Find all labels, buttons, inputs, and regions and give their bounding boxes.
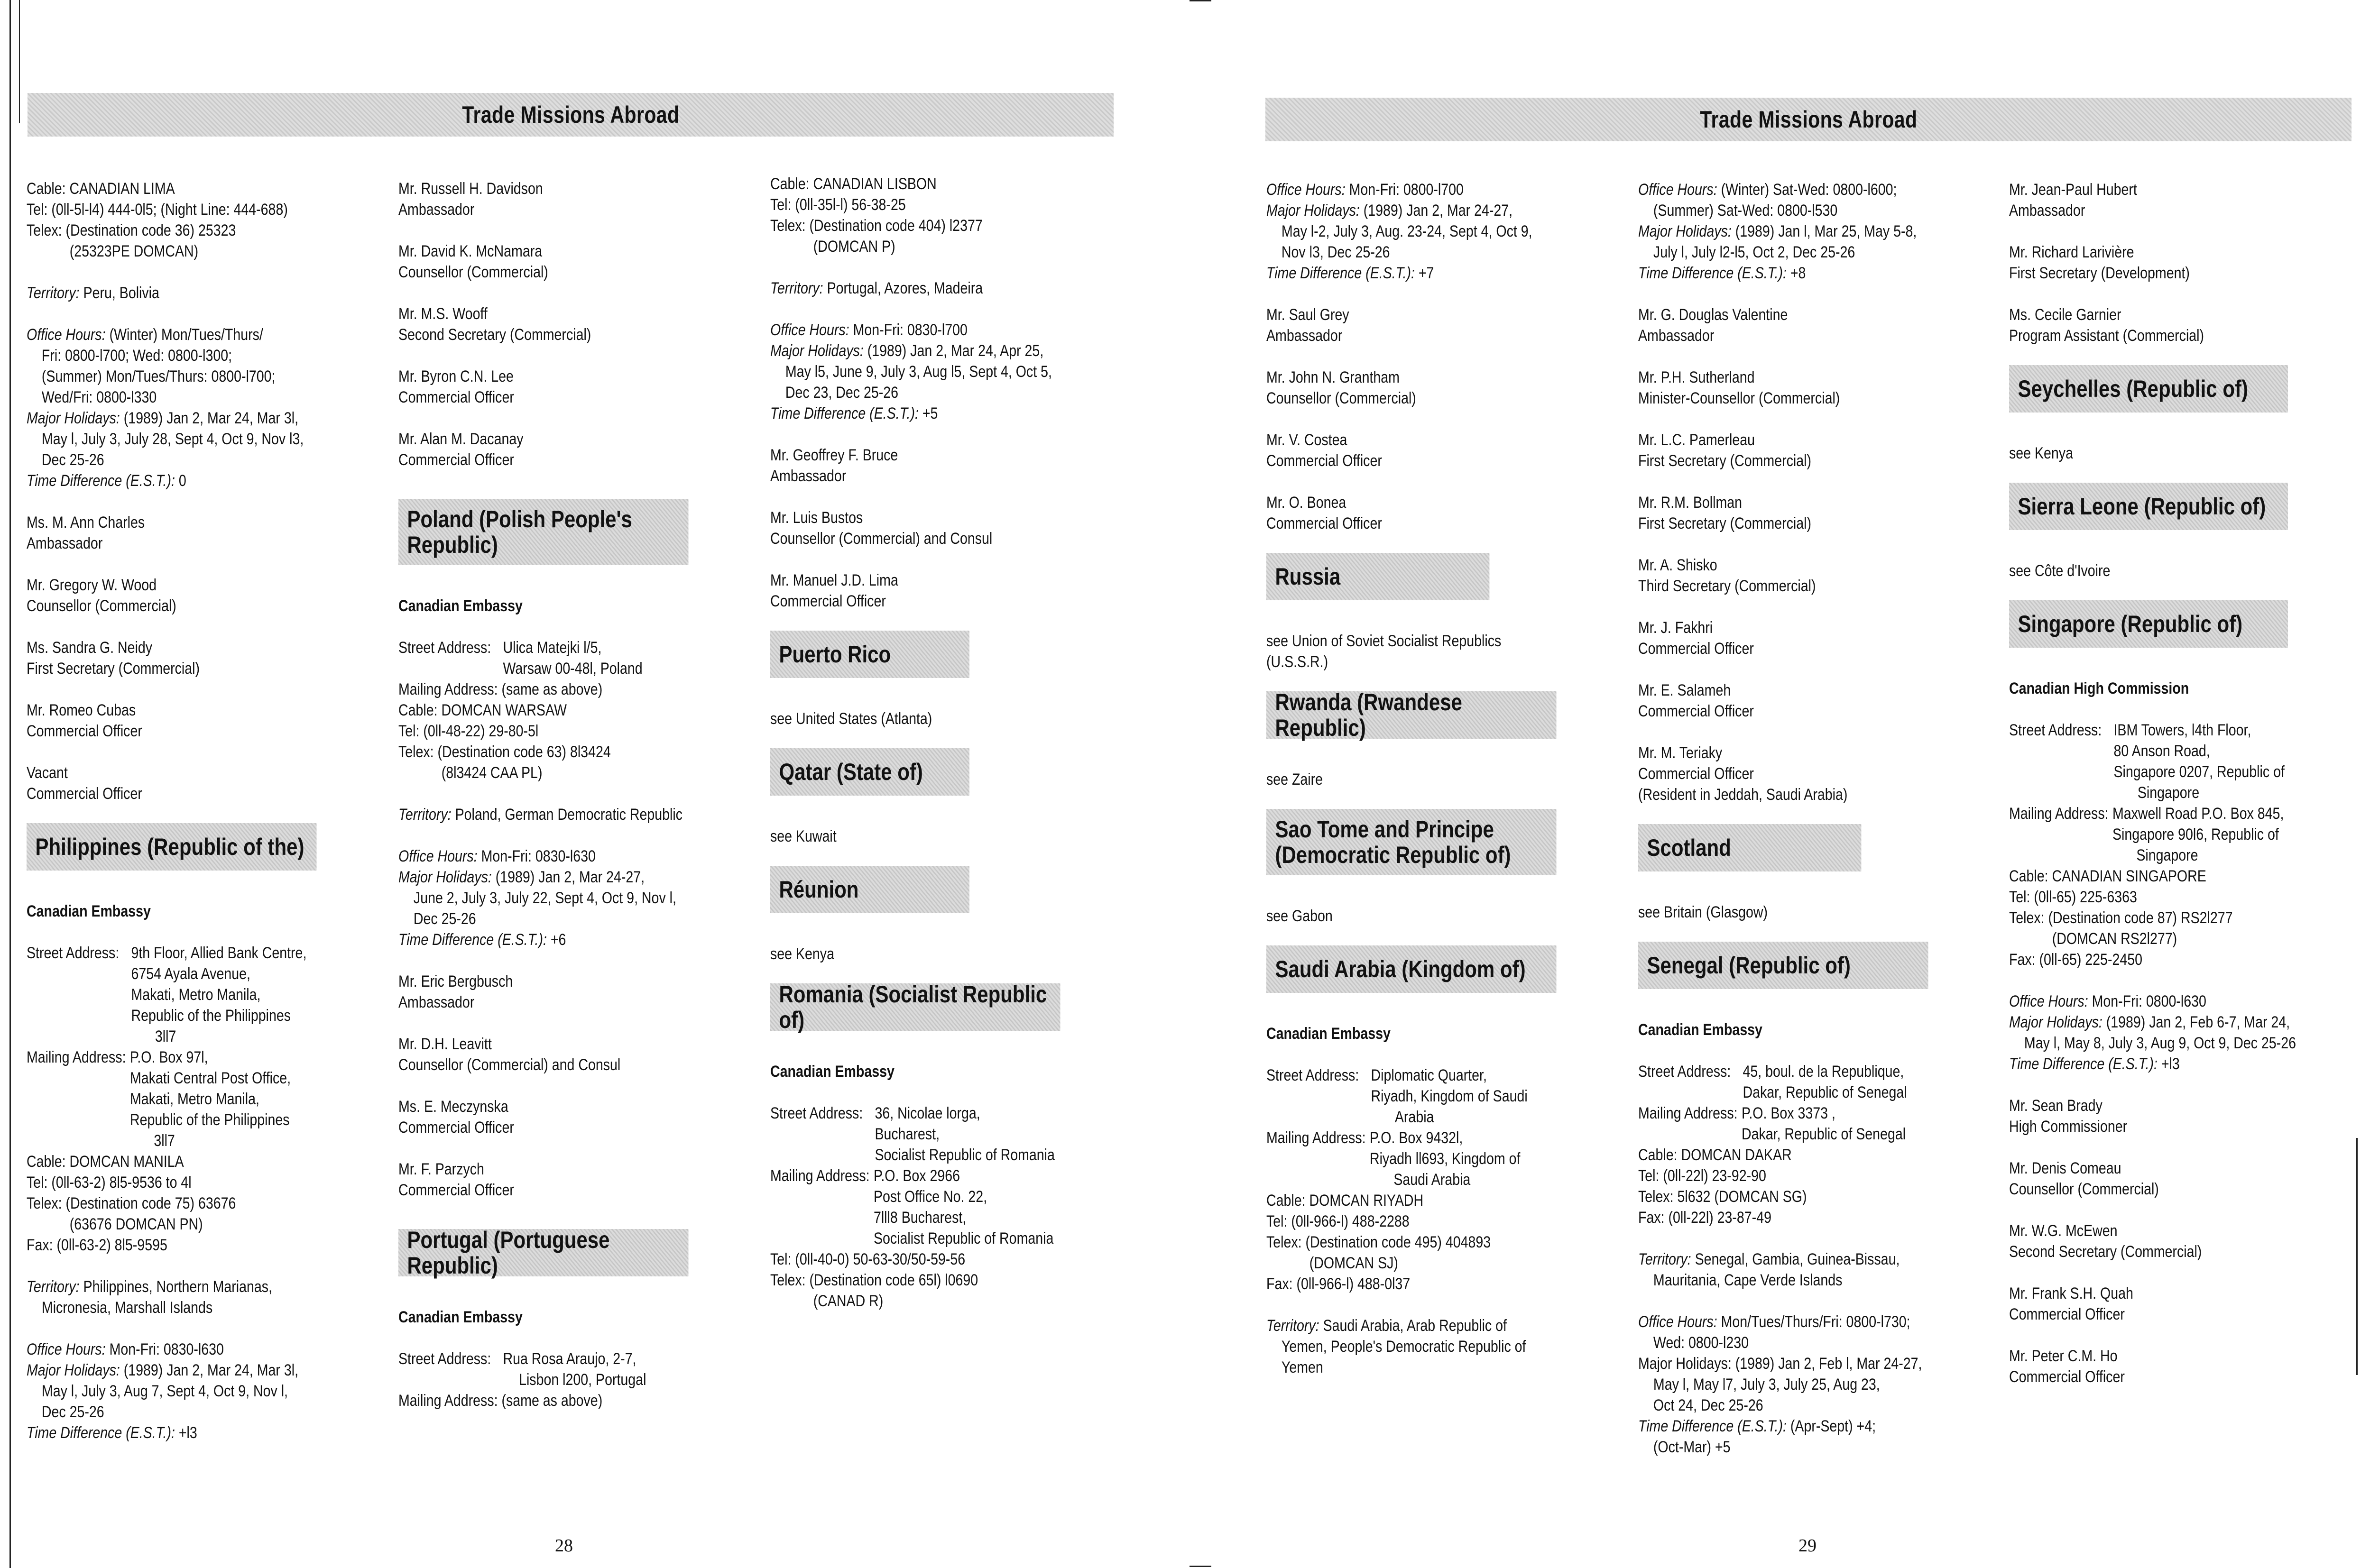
staff-entry: Mr. V. Costea Commercial Officer — [1266, 431, 1382, 470]
portugal-holidays: Major Holidays: (1989) Jan 2, Mar 24, Apr 25, — [770, 342, 1044, 360]
poland-mailing-address: Mailing Address: (same as above) — [398, 680, 603, 698]
saudi-street-address: Street Address: Diplomatic Quarter, Riyadh, Kingdom of Saudi Arabia — [1266, 1066, 1528, 1126]
portugal-mailing-address: Mailing Address: (same as above) — [398, 1392, 603, 1410]
philippines-office-hours: Office Hours: Mon-Fri: 0830-l630 — [27, 1340, 224, 1358]
philippines-cable: Cable: DOMCAN MANILA — [27, 1153, 184, 1171]
country-heading-reunion: Réunion — [770, 866, 969, 913]
country-heading-sierra-leone: Sierra Leone (Republic of) — [2009, 483, 2288, 530]
staff-entry: Mr. Eric Bergbusch Ambassador — [398, 972, 513, 1011]
portugal-street-address: Street Address: Rua Rosa Araujo, 2-7, Lisbon l200, Portugal — [398, 1350, 646, 1389]
page-header-banner — [28, 93, 1114, 137]
rwanda-see: see Zaire — [1266, 770, 1323, 789]
romania-holidays-3: Nov l3, Dec 25-26 — [1281, 243, 1390, 261]
staff-entry: Mr. R.M. Bollman First Secretary (Commercial) — [1638, 494, 1811, 532]
country-heading-sao-tome: Sao Tome and Principe (Democratic Republic of) — [1266, 809, 1557, 875]
sierra-leone-see: see Côte d'Ivoire — [2009, 562, 2111, 580]
poland-tel: Tel: (0ll-48-22) 29-80-5l — [398, 722, 539, 740]
staff-entry: Mr. David K. McNamara Counsellor (Commercial) — [398, 242, 548, 281]
saudi-telex: Telex: (Destination code 495) 404893 — [1266, 1233, 1491, 1251]
staff-entry: Vacant Commercial Officer — [27, 764, 142, 803]
philippines-telex-code: (63676 DOMCAN PN) — [69, 1215, 203, 1233]
saudi-mailing-address: Mailing Address: P.O. Box 9432l, Riyadh ll693, Kingdom of Saudi Arabia — [1266, 1129, 1521, 1189]
country-heading-poland: Poland (Polish People's Republic) — [398, 499, 689, 565]
staff-entry: Mr. W.G. McEwen Second Secretary (Commercial) — [2009, 1222, 2202, 1261]
senegal-holidays-3: Oct 24, Dec 25-26 — [1653, 1396, 1763, 1414]
page-header-title: Trade Missions Abroad — [461, 101, 680, 128]
country-heading-singapore: Singapore (Republic of) — [2009, 600, 2288, 648]
senegal-time-diff-2: (Oct-Mar) +5 — [1653, 1438, 1731, 1456]
staff-entry: Mr. Romeo Cubas Commercial Officer — [27, 701, 142, 740]
puerto-rico-see: see United States (Atlanta) — [770, 710, 932, 728]
staff-entry: Mr. A. Shisko Third Secretary (Commercial) — [1638, 556, 1816, 595]
staff-entry: Mr. John N. Grantham Counsellor (Commercial) — [1266, 368, 1416, 407]
philippines-telex: Telex: (Destination code 75) 63676 — [27, 1194, 236, 1212]
reunion-see: see Kenya — [770, 945, 834, 963]
romania-holidays: Major Holidays: (1989) Jan 2, Mar 24-27, — [1266, 202, 1513, 220]
saudi-holidays: Major Holidays: (1989) Jan l, Mar 25, May 5-8, — [1638, 222, 1917, 240]
mission-type: Canadian Embassy — [398, 597, 523, 615]
staff-entry: Mr. Geoffrey F. Bruce Ambassador — [770, 446, 898, 485]
sao-tome-see: see Gabon — [1266, 907, 1333, 925]
romania-holidays-2: May l-2, July 3, Aug. 23-24, Sept 4, Oct 9, — [1281, 222, 1532, 240]
staff-entry: Mr. Russell H. Davidson Ambassador — [398, 180, 543, 219]
saudi-territory-3: Yemen — [1281, 1358, 1323, 1376]
page-number: 28 — [555, 1536, 573, 1556]
saudi-telex-code: (DOMCAN SJ) — [1309, 1254, 1398, 1272]
romania-office-hours: Office Hours: Mon-Fri: 0800-l700 — [1266, 181, 1464, 199]
peru-office-hours-2: Fri: 0800-l700; Wed: 0800-l300; — [41, 347, 232, 365]
staff-entry: Mr. Manuel J.D. Lima Commercial Officer — [770, 571, 898, 610]
staff-entry: Ms. Cecile Garnier Program Assistant (Commercial) — [2009, 306, 2204, 345]
peru-cable: Cable: CANADIAN LIMA — [27, 180, 175, 198]
philippines-territory-2: Micronesia, Marshall Islands — [41, 1299, 213, 1317]
staff-entry: Mr. F. Parzych Commercial Officer — [398, 1160, 514, 1199]
philippines-mailing-address: Mailing Address: P.O. Box 97l, Makati Central Post Office, Makati, Metro Manila, Republic of the Philippines 3ll7 — [27, 1048, 291, 1150]
staff-entry: Mr. Luis Bustos Counsellor (Commercial) and Consul — [770, 509, 993, 548]
saudi-cable: Cable: DOMCAN RIYADH — [1266, 1192, 1424, 1210]
singapore-telex-code: (DOMCAN RS2l277) — [2052, 930, 2177, 948]
country-heading-romania: Romania (Socialist Republic of) — [770, 983, 1061, 1031]
senegal-holidays: Major Holidays: (1989) Jan 2, Feb l, Mar 24-27, — [1638, 1355, 1922, 1373]
country-heading-senegal: Senegal (Republic of) — [1638, 942, 1928, 989]
saudi-time-diff: Time Difference (E.S.T.): +8 — [1638, 264, 1806, 282]
peru-holidays-3: Dec 25-26 — [41, 451, 104, 469]
staff-entry: Mr. P.H. Sutherland Minister-Counsellor (Commercial) — [1638, 368, 1840, 407]
saudi-tel: Tel: (0ll-966-l) 488-2288 — [1266, 1212, 1410, 1230]
staff-entry: Mr. O. Bonea Commercial Officer — [1266, 494, 1382, 532]
singapore-holidays-2: May l, May 8, July 3, Aug 9, Oct 9, Dec 25-26 — [2024, 1034, 2296, 1052]
country-heading-seychelles: Seychelles (Republic of) — [2009, 365, 2288, 413]
scotland-see: see Britain (Glasgow) — [1638, 903, 1768, 921]
country-heading-puerto-rico: Puerto Rico — [770, 631, 969, 678]
poland-holidays-3: Dec 25-26 — [413, 910, 476, 928]
poland-office-hours: Office Hours: Mon-Fri: 0830-l630 — [398, 847, 596, 865]
staff-entry: Ms. Sandra G. Neidy First Secretary (Commercial) — [27, 639, 200, 678]
poland-cable: Cable: DOMCAN WARSAW — [398, 701, 567, 719]
saudi-office-hours: Office Hours: (Winter) Sat-Wed: 0800-l600; — [1638, 181, 1897, 199]
mission-type: Canadian High Commission — [2009, 679, 2189, 697]
peru-contact-block — [27, 178, 345, 262]
staff-entry: Mr. Frank S.H. Quah Commercial Officer — [2009, 1284, 2133, 1323]
philippines-holidays: Major Holidays: (1989) Jan 2, Mar 24, Mar 3l, — [27, 1361, 299, 1379]
poland-holidays: Major Holidays: (1989) Jan 2, Mar 24-27, — [398, 868, 645, 886]
page-29 — [1186, 0, 2370, 1568]
singapore-tel: Tel: (0ll-65) 225-6363 — [2009, 888, 2137, 906]
senegal-time-diff: Time Difference (E.S.T.): (Apr-Sept) +4; — [1638, 1417, 1876, 1435]
romania-street-address: Street Address: 36, Nicolae lorga, Bucharest, Socialist Republic of Romania — [770, 1104, 1055, 1164]
senegal-street-address: Street Address: 45, boul. de la Republique, Dakar, Republic of Senegal — [1638, 1063, 1907, 1101]
senegal-mailing-address: Mailing Address: P.O. Box 3373 , Dakar, Republic of Senegal — [1638, 1104, 1906, 1143]
country-heading-philippines: Philippines (Republic of the) — [27, 823, 317, 871]
staff-entry: Mr. Denis Comeau Counsellor (Commercial) — [2009, 1159, 2159, 1198]
peru-holidays-2: May l, July 3, July 28, Sept 4, Oct 9, Nov l3, — [41, 430, 304, 448]
saudi-office-hours-2: (Summer) Sat-Wed: 0800-l530 — [1653, 202, 1838, 220]
page-header-title: Trade Missions Abroad — [1699, 106, 1918, 133]
senegal-holidays-2: May l, May l7, July 3, July 25, Aug 23, — [1653, 1375, 1880, 1394]
country-heading-qatar: Qatar (State of) — [770, 748, 969, 796]
mission-type: Canadian Embassy — [1638, 1021, 1762, 1039]
staff-entry: Mr. Richard Larivière First Secretary (Development) — [2009, 243, 2190, 282]
saudi-territory-2: Yemen, People's Democratic Republic of — [1281, 1338, 1526, 1356]
portugal-time-diff: Time Difference (E.S.T.): +5 — [770, 404, 938, 422]
saudi-territory: Territory: Saudi Arabia, Arab Republic of — [1266, 1317, 1507, 1335]
portugal-cable: Cable: CANADIAN LISBON — [770, 175, 937, 193]
mission-type: Canadian Embassy — [1266, 1025, 1391, 1043]
peru-telex: Telex: (Destination code 36) 25323 — [27, 221, 236, 239]
mission-type: Canadian Embassy — [398, 1308, 523, 1326]
peru-office-hours-3: (Summer) Mon/Tues/Thurs: 0800-l700; — [41, 367, 276, 385]
mission-type: Canadian Embassy — [770, 1063, 895, 1081]
staff-entry: Mr. J. Fakhri Commercial Officer — [1638, 619, 1754, 658]
singapore-office-hours: Office Hours: Mon-Fri: 0800-l630 — [2009, 992, 2206, 1010]
column-saudi-staff-senegal — [1638, 179, 1965, 1458]
staff-entry: Mr. Saul Grey Ambassador — [1266, 306, 1349, 345]
staff-entry: Mr. M.S. Wooff Second Secretary (Commercial) — [398, 305, 591, 344]
romania-time-diff: Time Difference (E.S.T.): +7 — [1266, 264, 1434, 282]
staff-entry: Mr. M. Teriaky Commercial Officer (Resident in Jeddah, Saudi Arabia) — [1638, 744, 1848, 804]
staff-entry: Mr. Peter C.M. Ho Commercial Officer — [2009, 1347, 2125, 1386]
portugal-territory: Territory: Portugal, Azores, Madeira — [770, 279, 983, 297]
senegal-fax: Fax: (0ll-22l) 23-87-49 — [1638, 1209, 1771, 1227]
mission-type: Canadian Embassy — [27, 902, 151, 920]
philippines-holidays-3: Dec 25-26 — [41, 1403, 104, 1421]
senegal-telex: Telex: 5l632 (DOMCAN SG) — [1638, 1188, 1807, 1206]
poland-time-diff: Time Difference (E.S.T.): +6 — [398, 931, 566, 949]
country-heading-portugal: Portugal (Portuguese Republic) — [398, 1229, 689, 1276]
saudi-fax: Fax: (0ll-966-l) 488-0l37 — [1266, 1275, 1411, 1293]
singapore-telex: Telex: (Destination code 87) RS2l277 — [2009, 909, 2233, 927]
poland-telex-code: (8l3424 CAA PL) — [441, 764, 543, 782]
poland-street-address: Street Address: Ulica Matejki l/5, Warsaw 00-48l, Poland — [398, 639, 643, 678]
staff-entry: Mr. Alan M. Dacanay Commercial Officer — [398, 430, 524, 469]
column-romania-saudi — [1266, 179, 1593, 1378]
country-heading-saudi-arabia: Saudi Arabia (Kingdom of) — [1266, 945, 1557, 993]
romania-telex-code: (CANAD R) — [813, 1292, 884, 1310]
poland-telex: Telex: (Destination code 63) 8l3424 — [398, 743, 611, 761]
staff-entry: Ms. E. Meczynska Commercial Officer — [398, 1098, 514, 1137]
saudi-holidays-2: July l, July l2-l5, Oct 2, Dec 25-26 — [1653, 243, 1855, 261]
peru-office-hours-4: Wed/Fri: 0800-l330 — [41, 388, 157, 406]
senegal-cable: Cable: DOMCAN DAKAR — [1638, 1146, 1792, 1164]
peru-telex-code: (25323PE DOMCAN) — [69, 242, 199, 260]
page-number: 29 — [1798, 1536, 1817, 1556]
peru-time-diff: Time Difference (E.S.T.): 0 — [27, 472, 186, 490]
senegal-office-hours: Office Hours: Mon/Tues/Thurs/Fri: 0800-l730; — [1638, 1313, 1910, 1331]
column-senegal-staff-singapore — [2009, 179, 2320, 1387]
romania-telex: Telex: (Destination code 65l) l0690 — [770, 1271, 978, 1289]
singapore-fax: Fax: (0ll-65) 225-2450 — [2009, 951, 2142, 969]
philippines-holidays-2: May l, July 3, Aug 7, Sept 4, Oct 9, Nov l, — [41, 1382, 288, 1400]
staff-entry: Mr. G. Douglas Valentine Ambassador — [1638, 306, 1788, 345]
senegal-territory-2: Mauritania, Cape Verde Islands — [1653, 1271, 1843, 1289]
philippines-street-address: Street Address: 9th Floor, Allied Bank Centre, 6754 Ayala Avenue, Makati, Metro Manila, Republic of the Philippines 3ll7 — [27, 944, 307, 1045]
staff-entry: Ms. M. Ann Charles Ambassador — [27, 513, 145, 552]
column-peru-philippines — [27, 178, 345, 1443]
philippines-time-diff: Time Difference (E.S.T.): +l3 — [27, 1424, 197, 1442]
peru-tel: Tel: (0ll-5l-l4) 444-0l5; (Night Line: 444-688) — [27, 201, 288, 219]
romania-mailing-address: Mailing Address: P.O. Box 2966 Post Office No. 22, 7lll8 Bucharest, Socialist Republic of Romania — [770, 1167, 1054, 1247]
singapore-time-diff: Time Difference (E.S.T.): +l3 — [2009, 1055, 2180, 1073]
country-heading-scotland: Scotland — [1638, 824, 1861, 871]
staff-entry: Mr. L.C. Pamerleau First Secretary (Commercial) — [1638, 431, 1811, 470]
peru-territory: Territory: Peru, Bolivia — [27, 284, 159, 302]
philippines-fax: Fax: (0ll-63-2) 8l5-9595 — [27, 1236, 167, 1254]
seychelles-see: see Kenya — [2009, 444, 2073, 462]
staff-entry: Mr. E. Salameh Commercial Officer — [1638, 681, 1754, 720]
qatar-see: see Kuwait — [770, 827, 837, 845]
philippines-territory: Territory: Philippines, Northern Marianas, — [27, 1278, 273, 1296]
portugal-tel: Tel: (0ll-35l-l) 56-38-25 — [770, 196, 906, 214]
country-heading-russia: Russia — [1266, 553, 1489, 600]
portugal-holidays-2: May l5, June 9, July 3, Aug l5, Sept 4, Oct 5, — [785, 363, 1052, 381]
poland-holidays-2: June 2, July 3, July 22, Sept 4, Oct 9, Nov l, — [413, 889, 676, 907]
philippines-tel: Tel: (0ll-63-2) 8l5-9536 to 4l — [27, 1174, 192, 1192]
portugal-telex-code: (DOMCAN P) — [813, 238, 895, 256]
russia-see: see Union of Soviet Socialist Republics — [1266, 632, 1502, 650]
portugal-telex: Telex: (Destination code 404) l2377 — [770, 217, 983, 235]
senegal-territory: Territory: Senegal, Gambia, Guinea-Bissau, — [1638, 1250, 1900, 1268]
staff-entry: Mr. Byron C.N. Lee Commercial Officer — [398, 367, 514, 406]
peru-holidays: Major Holidays: (1989) Jan 2, Mar 24, Mar 3l, — [27, 409, 299, 427]
singapore-street-address: Street Address: IBM Towers, l4th Floor, 80 Anson Road, Singapore 0207, Republic of Singapore — [2009, 721, 2285, 802]
staff-entry: Mr. D.H. Leavitt Counsellor (Commercial) and Consul — [398, 1035, 621, 1074]
senegal-office-hours-2: Wed: 0800-l230 — [1653, 1334, 1749, 1352]
portugal-office-hours: Office Hours: Mon-Fri: 0830-l700 — [770, 321, 968, 339]
page-header-banner — [1265, 98, 2352, 141]
country-heading-rwanda: Rwanda (Rwandese Republic) — [1266, 691, 1557, 739]
russia-see-2: (U.S.S.R.) — [1266, 653, 1328, 671]
singapore-cable: Cable: CANADIAN SINGAPORE — [2009, 867, 2206, 885]
singapore-mailing-address: Mailing Address: Maxwell Road P.O. Box 845, Singapore 90l6, Republic of Singapore — [2009, 805, 2284, 864]
portugal-holidays-3: Dec 23, Dec 25-26 — [785, 384, 899, 402]
romania-tel: Tel: (0ll-40-0) 50-63-30/50-59-56 — [770, 1250, 966, 1268]
column-portugal-romania — [770, 174, 1097, 1311]
column-philippines-staff-poland — [398, 178, 725, 1411]
staff-entry: Mr. Gregory W. Wood Counsellor (Commercial) — [27, 576, 176, 615]
staff-entry: Mr. Sean Brady High Commissioner — [2009, 1097, 2128, 1136]
senegal-tel: Tel: (0ll-22l) 23-92-90 — [1638, 1167, 1766, 1185]
staff-entry: Mr. Jean-Paul Hubert Ambassador — [2009, 181, 2137, 220]
peru-office-hours: Office Hours: (Winter) Mon/Tues/Thurs/ — [27, 326, 263, 344]
poland-territory: Territory: Poland, German Democratic Republic — [398, 806, 682, 824]
singapore-holidays: Major Holidays: (1989) Jan 2, Feb 6-7, Mar 24, — [2009, 1013, 2290, 1031]
